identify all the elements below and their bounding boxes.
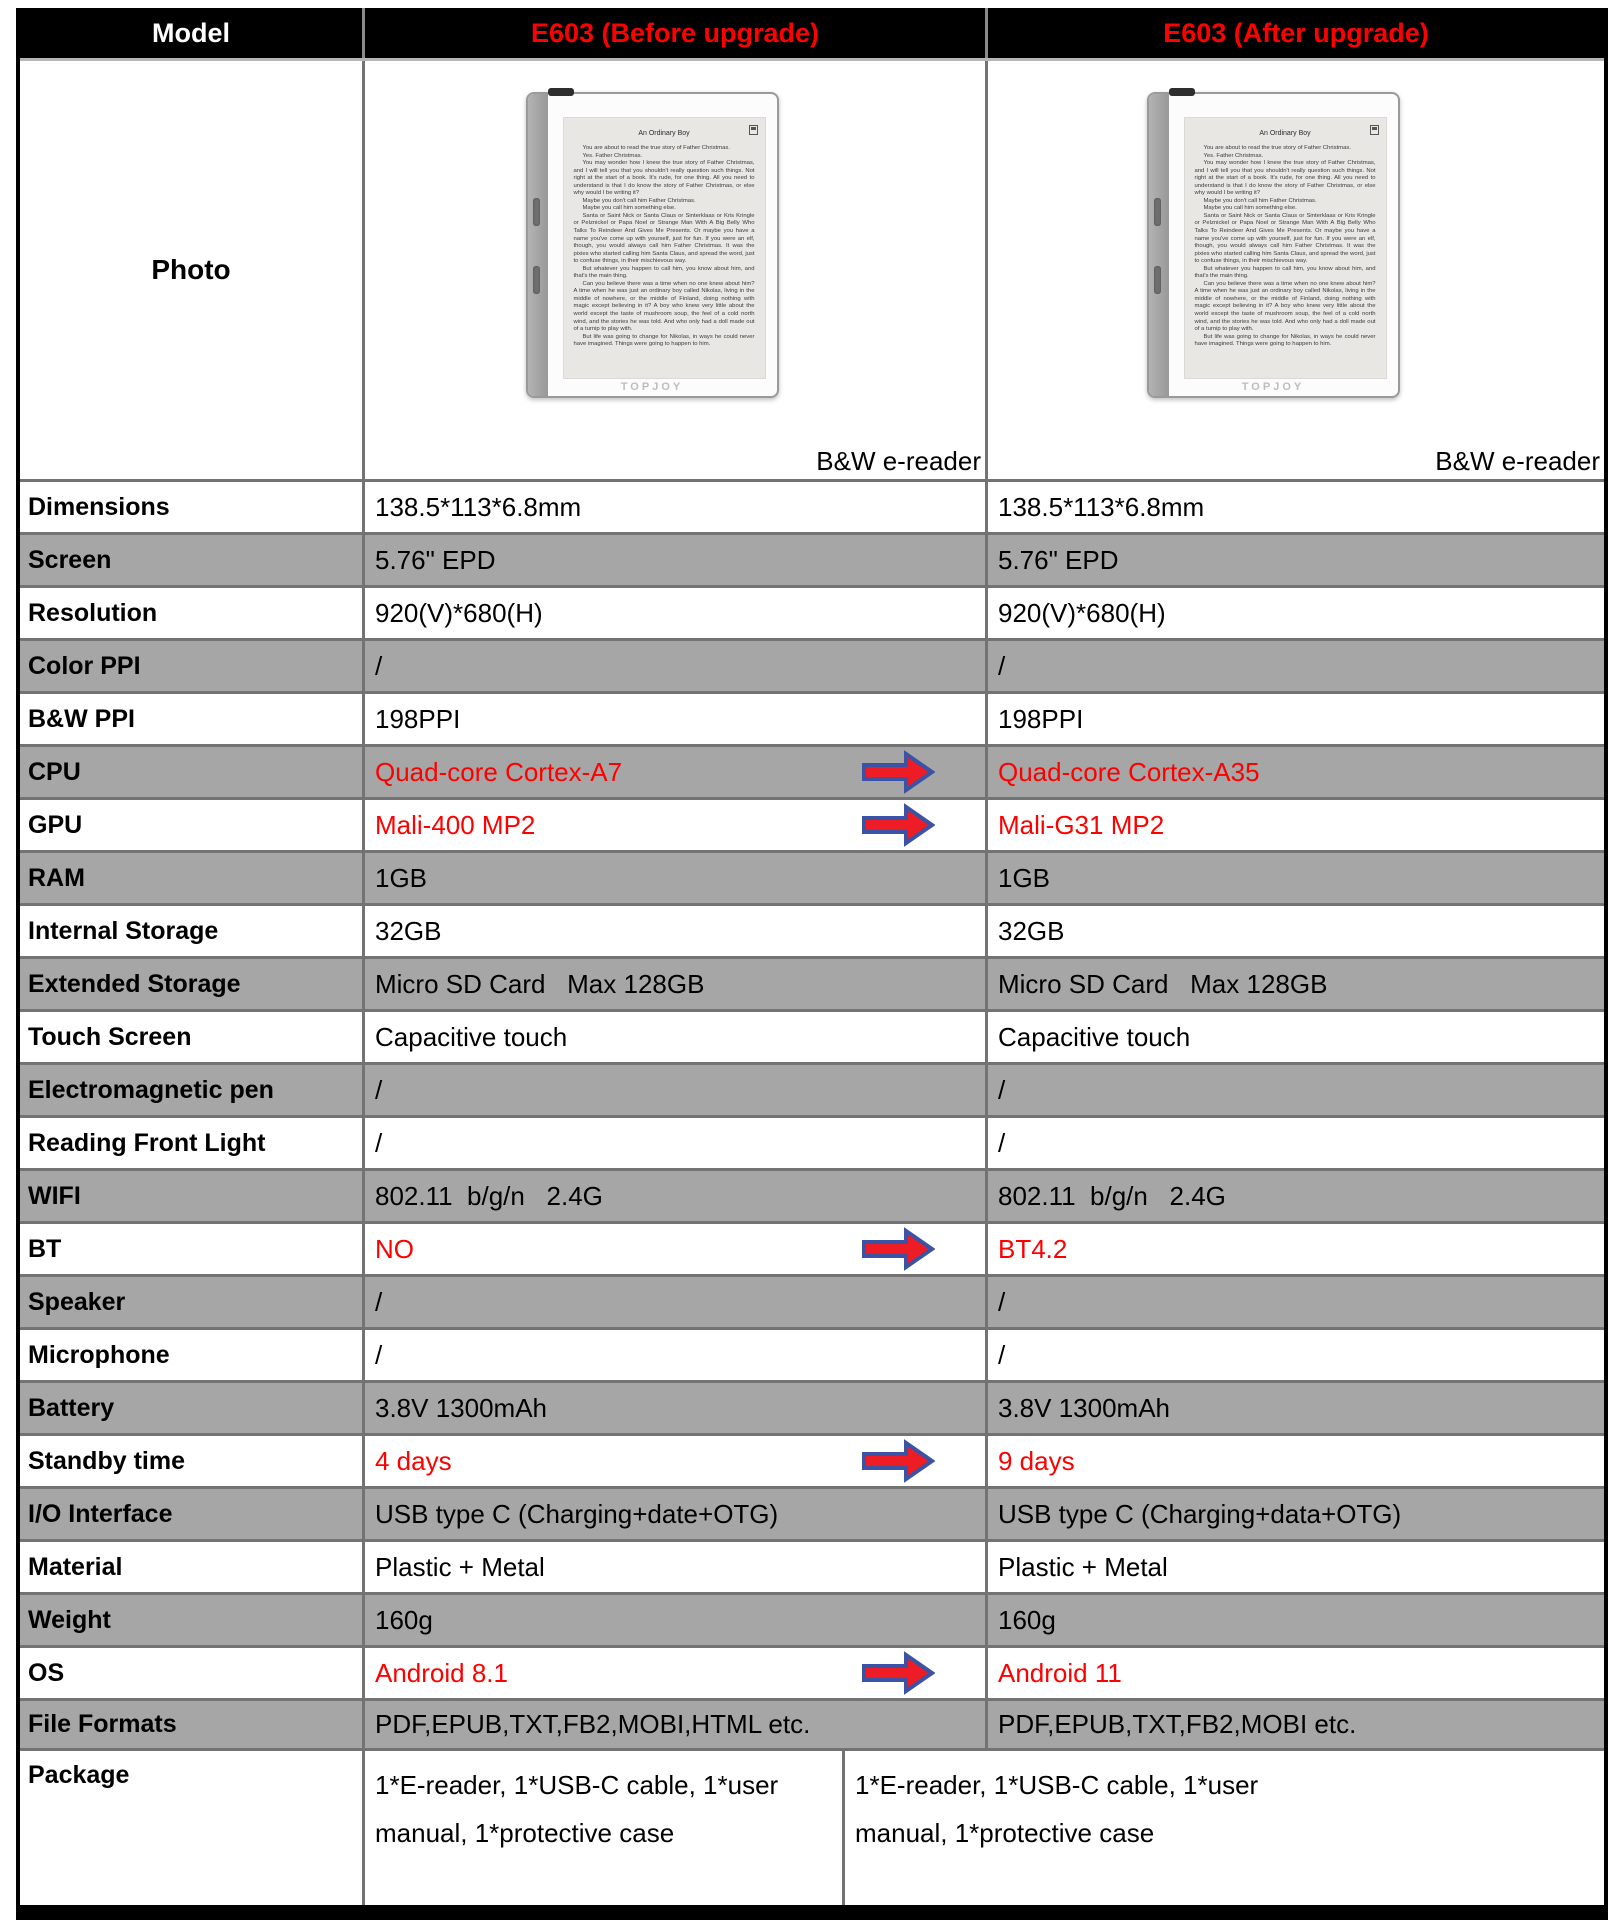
spec-row — [20, 1645, 1604, 1698]
spec-row — [20, 1168, 1604, 1221]
spec-label: Battery — [20, 1383, 365, 1433]
device-side-bezel — [528, 94, 548, 396]
spec-value-after: Quad-core Cortex-A35 — [988, 747, 1604, 797]
upgrade-arrow-icon — [861, 1227, 935, 1271]
spec-value-after: Plastic + Metal — [998, 1551, 1168, 1582]
spec-value-before: / — [365, 1277, 988, 1327]
book-page-title: An Ordinary Boy — [638, 130, 690, 137]
spec-value-before: 4 days — [365, 1436, 988, 1486]
upgrade-arrow-icon — [861, 803, 935, 847]
spec-label: Speaker — [20, 1277, 365, 1327]
brand-logo: TOPJOY — [1241, 381, 1305, 393]
spec-value-after: 920(V)*680(H) — [998, 597, 1166, 628]
spec-label: Extended Storage — [20, 959, 365, 1009]
spec-value-after: 160g — [988, 1595, 1604, 1645]
spec-label: Standby time — [20, 1436, 365, 1486]
book-paragraph: You may wonder how I knew the true story of Father Christmas, and I will tell you that you shouldn't really question such things. Not right at the start of a book. It's rude, for one thing. All you need to understand is that I do know the story of Father Christmas, or else why would I be writing it? — [573, 160, 755, 197]
bookmark-icon — [1370, 125, 1379, 135]
spec-value-before: 1*E-reader, 1*USB-C cable, 1*user manual, 1*protective case — [365, 1751, 845, 1905]
spec-value-after: / — [988, 1277, 1604, 1327]
book-paragraph: You are about to read the true story of Father Christmas. — [582, 145, 730, 151]
power-button — [1169, 88, 1195, 96]
spec-value-after: Android 11 — [998, 1657, 1122, 1688]
spec-row — [20, 585, 1604, 638]
book-paragraph: But whatever you happen to call him, you know about him, and that's the main thing. — [1194, 265, 1376, 280]
photo-row — [20, 58, 1604, 479]
spec-label: Internal Storage — [20, 906, 365, 956]
book-paragraph: Can you believe there was a time when no one knew about him? A time when he was just an ordinary boy called Nikolas, living in the middle of nowhere, or the middle of Finland, doing nothing with magic except believing in it? A boy who knew very little about the world except the taste of mushroom soup, the feel of a cold north wind, and the stories he was told. And who only had a doll made out of a turnip to play with. — [1194, 280, 1376, 333]
spec-label: Reading Front Light — [20, 1118, 365, 1168]
table-header-row — [20, 8, 1604, 58]
book-paragraph: You are about to read the true story of Father Christmas. — [1203, 145, 1351, 151]
spec-value-before: / — [365, 641, 988, 691]
spec-label: B&W PPI — [20, 694, 365, 744]
spec-label: Touch Screen — [20, 1012, 365, 1062]
book-paragraph: Santa or Saint Nick or Santa Claus or Sinterklaas or Kris Kringle or Pelznickel or Papa Noel or Strange Man With A Big Belly Who Talks To Reindeer And Gives Me Presents. Or maybe you have a name you've come up with yourself, just for fun. If you were an elf, though, you would always call him Father Christmas. It was the pixies who started calling him Santa Claus, and spread the word, just to confuse things, in their mischievous way. — [573, 212, 755, 265]
spec-label: Package — [20, 1751, 365, 1905]
photo-cell-before — [365, 61, 988, 479]
spec-value-before: 920(V)*680(H) — [365, 588, 988, 638]
bookmark-icon — [749, 125, 758, 135]
spec-row — [20, 1115, 1604, 1168]
spec-table — [16, 8, 1608, 1920]
spec-value-before: / — [365, 1330, 988, 1380]
spec-row — [20, 1009, 1604, 1062]
spec-value-after: 1*E-reader, 1*USB-C cable, 1*user manual, 1*protective case — [855, 1770, 1259, 1849]
spec-row — [20, 1327, 1604, 1380]
spec-label: Weight — [20, 1595, 365, 1645]
spec-row — [20, 638, 1604, 691]
ereader-device-photo — [1147, 92, 1400, 398]
book-paragraph: Maybe you call him something else. — [1203, 205, 1297, 212]
spec-value-after: PDF,EPUB,TXT,FB2,MOBI etc. — [988, 1701, 1604, 1748]
book-paragraph: But life was going to change for Nikolas, in ways he could never have imagined. Things were going to happen to him. — [1194, 333, 1376, 348]
spec-value-after: Mali-G31 MP2 — [998, 809, 1165, 840]
spec-value-before: 32GB — [365, 906, 988, 956]
page-turn-button-lower — [1154, 266, 1161, 294]
spec-value-before: Plastic + Metal — [365, 1542, 988, 1592]
spec-value-after: / — [988, 1065, 1604, 1115]
photo-caption-after: B&W e-reader — [1435, 446, 1600, 476]
page-turn-button-upper — [533, 198, 540, 226]
spec-row — [20, 1062, 1604, 1115]
spec-value-before: / — [365, 1118, 988, 1168]
book-paragraph: But whatever you happen to call him, you know about him, and that's the main thing. — [573, 265, 755, 280]
spec-value-before: Quad-core Cortex-A7 — [365, 747, 988, 797]
spec-label: RAM — [20, 853, 365, 903]
book-paragraph: You may wonder how I knew the true story of Father Christmas, and I will tell you that you shouldn't really question such things. Not right at the start of a book. It's rude, for one thing. All you need to understand is that I do know the story of Father Christmas, or else why would I be writing it? — [1194, 160, 1376, 197]
spec-label: GPU — [20, 800, 365, 850]
spec-row — [20, 744, 1604, 797]
spec-value-after: 198PPI — [998, 703, 1084, 734]
after-upgrade-header: E603 (After upgrade) — [1163, 17, 1429, 48]
spec-row — [20, 1380, 1604, 1433]
spec-value-after: / — [998, 1127, 1006, 1158]
upgrade-arrow-icon — [861, 750, 935, 794]
spec-value-before: USB type C (Charging+date+OTG) — [365, 1489, 988, 1539]
model-header: Model — [20, 8, 365, 58]
spec-value-before: NO — [365, 1224, 988, 1274]
spec-label: Microphone — [20, 1330, 365, 1380]
spec-value-after: 138.5*113*6.8mm — [998, 491, 1205, 522]
spec-value-after: 3.8V 1300mAh — [988, 1383, 1604, 1433]
spec-label: BT — [20, 1224, 365, 1274]
book-page-text — [1195, 145, 1376, 349]
before-upgrade-header: E603 (Before upgrade) — [365, 8, 988, 58]
spec-label: Dimensions — [20, 482, 365, 532]
spec-value-after: 1GB — [988, 853, 1604, 903]
spec-row — [20, 1486, 1604, 1539]
spec-value-before: 198PPI — [365, 694, 988, 744]
spec-row — [20, 1539, 1604, 1592]
spec-value-before: 1GB — [365, 853, 988, 903]
book-paragraph: Maybe you don't call him Father Christmas. — [1203, 197, 1317, 204]
spec-value-before: Micro SD Card Max 128GB — [365, 959, 988, 1009]
device-screen — [563, 117, 766, 379]
spec-label: Screen — [20, 535, 365, 585]
spec-value-before: 138.5*113*6.8mm — [365, 482, 988, 532]
spec-label: I/O Interface — [20, 1489, 365, 1539]
spec-value-before: 802.11 b/g/n 2.4G — [365, 1171, 988, 1221]
spec-value-after: / — [998, 1339, 1006, 1370]
spec-row — [20, 479, 1604, 532]
spec-label: CPU — [20, 747, 365, 797]
book-page-text — [574, 145, 755, 349]
spec-row — [20, 956, 1604, 1009]
spec-row — [20, 532, 1604, 585]
spec-value-after: Capacitive touch — [998, 1021, 1191, 1052]
spec-value-before: 3.8V 1300mAh — [365, 1383, 988, 1433]
spec-label: Electromagnetic pen — [20, 1065, 365, 1115]
spec-value-after: USB type C (Charging+data+OTG) — [988, 1489, 1604, 1539]
spec-label: WIFI — [20, 1171, 365, 1221]
book-paragraph: Maybe you call him something else. — [582, 205, 676, 212]
spec-value-after: 802.11 b/g/n 2.4G — [988, 1171, 1604, 1221]
device-side-bezel — [1149, 94, 1169, 396]
spec-label: OS — [20, 1648, 365, 1698]
spec-value-after: 9 days — [998, 1445, 1075, 1476]
upgrade-arrow-icon — [861, 1439, 935, 1483]
spec-row — [20, 850, 1604, 903]
spec-label: Material — [20, 1542, 365, 1592]
photo-row-label: Photo — [20, 61, 365, 479]
spec-label: File Formats — [20, 1701, 365, 1748]
spec-value-after: Micro SD Card Max 128GB — [988, 959, 1604, 1009]
book-paragraph: Yes. Father Christmas. — [1203, 152, 1264, 159]
photo-cell-after — [988, 61, 1604, 479]
spec-value-before: Android 8.1 — [365, 1648, 988, 1698]
book-page-title: An Ordinary Boy — [1259, 130, 1311, 137]
page-turn-button-upper — [1154, 198, 1161, 226]
spec-row — [20, 1592, 1604, 1645]
spec-value-before: 5.76" EPD — [365, 535, 988, 585]
spec-label: Color PPI — [20, 641, 365, 691]
page-turn-button-lower — [533, 266, 540, 294]
device-screen — [1184, 117, 1387, 379]
spec-row — [20, 1748, 1604, 1905]
upgrade-arrow-icon — [861, 1651, 935, 1695]
spec-value-after: / — [988, 641, 1604, 691]
spec-value-before: 160g — [365, 1595, 988, 1645]
book-paragraph: Yes. Father Christmas. — [582, 152, 643, 159]
power-button — [548, 88, 574, 96]
spec-value-before: PDF,EPUB,TXT,FB2,MOBI,HTML etc. — [365, 1701, 988, 1748]
spec-label: Resolution — [20, 588, 365, 638]
brand-logo: TOPJOY — [620, 381, 684, 393]
spec-row — [20, 691, 1604, 744]
spec-value-after: BT4.2 — [998, 1233, 1068, 1264]
spec-value-after: 32GB — [998, 915, 1065, 946]
book-paragraph: Maybe you don't call him Father Christmas. — [582, 197, 696, 204]
spec-value-after: 5.76" EPD — [988, 535, 1604, 585]
book-paragraph: Can you believe there was a time when no one knew about him? A time when he was just an ordinary boy called Nikolas, living in the middle of nowhere, or the middle of Finland, doing nothing with magic except believing in it? A boy who knew very little about the world except the taste of mushroom soup, the feel of a cold north wind, and the stories he was told. And who only had a doll made out of a turnip to play with. — [573, 280, 755, 333]
spec-value-before: Mali-400 MP2 — [365, 800, 988, 850]
ereader-device-photo — [526, 92, 779, 398]
spec-row — [20, 1433, 1604, 1486]
photo-caption-before: B&W e-reader — [816, 446, 981, 476]
spec-row — [20, 1274, 1604, 1327]
spec-row — [20, 903, 1604, 956]
spec-value-before: Capacitive touch — [365, 1012, 988, 1062]
spec-row — [20, 1698, 1604, 1748]
book-paragraph: Santa or Saint Nick or Santa Claus or Sinterklaas or Kris Kringle or Pelznickel or Papa Noel or Strange Man With A Big Belly Who Talks To Reindeer And Gives Me Presents. Or maybe you have a name you've come up with yourself, just for fun. If you were an elf, though, you would always call him Father Christmas. It was the pixies who started calling him Santa Claus, and spread the word, just to confuse things, in their mischievous way. — [1194, 212, 1376, 265]
spec-value-before: / — [365, 1065, 988, 1115]
spec-row — [20, 1221, 1604, 1274]
spec-row — [20, 797, 1604, 850]
book-paragraph: But life was going to change for Nikolas, in ways he could never have imagined. Things were going to happen to him. — [573, 333, 755, 348]
